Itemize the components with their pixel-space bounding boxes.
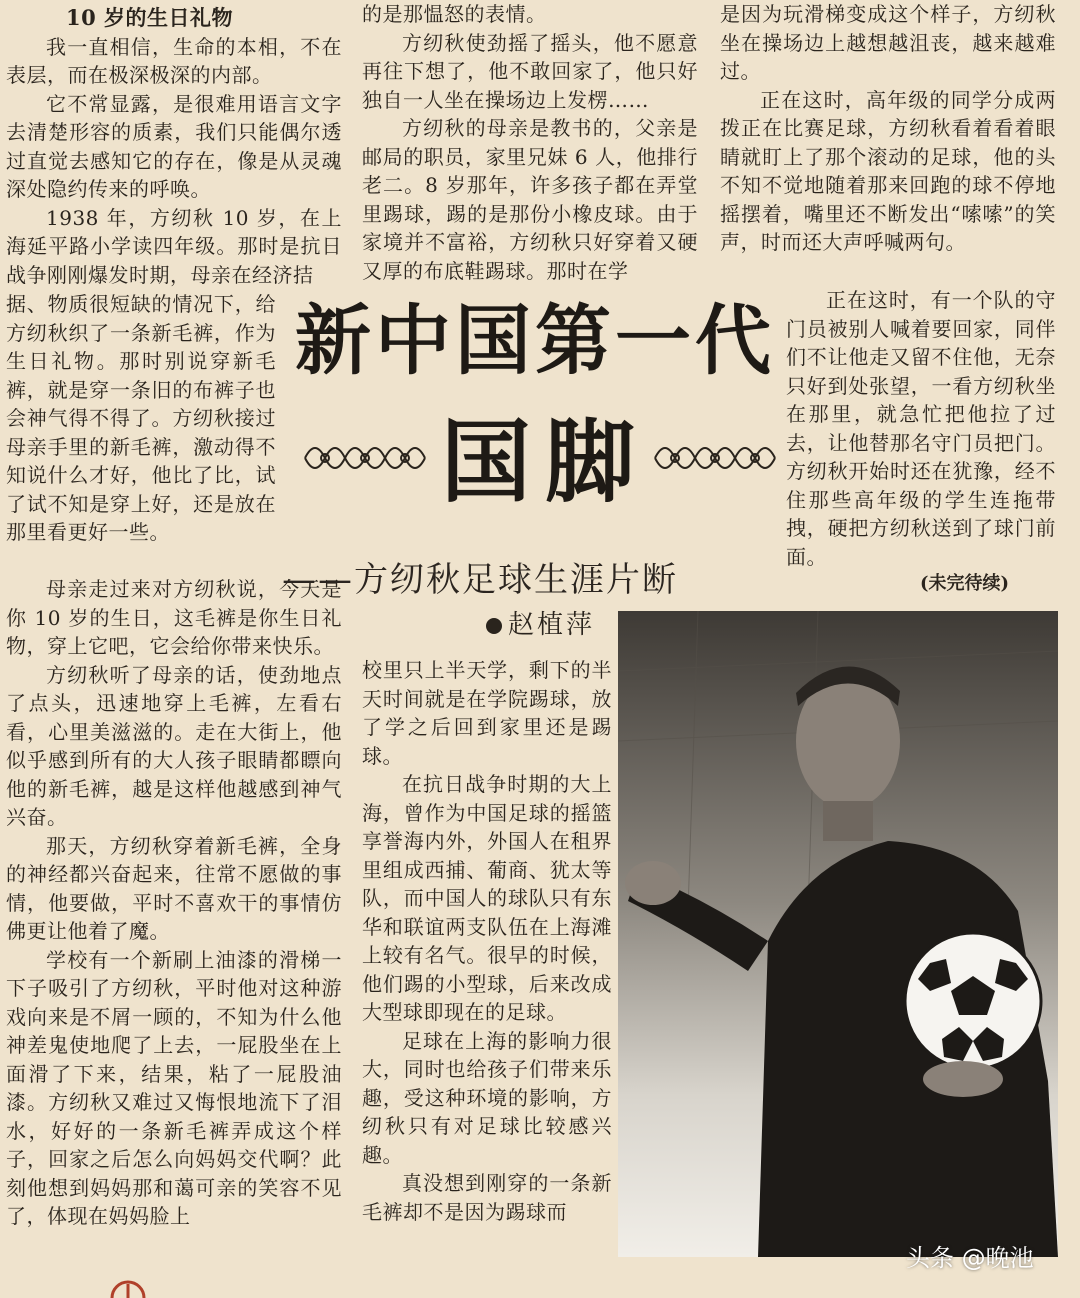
paragraph: 的是那愠怒的表情。 — [362, 2, 547, 26]
paragraph: 据、物质很短缺的情况下，给方纫秋织了一条新毛裤，作为生日礼物。那时别说穿新毛裤，就是穿一条旧的布裤子也会神气得不得了。方纫秋接过母亲手里的新毛裤，激动得不知说什么才好，他比了比，试了试不知是穿上好，还是放在那里看更好一些。 — [6, 292, 276, 544]
paragraph: 母亲走过来对方纫秋说，今天是你 10 岁的生日，这毛裤是你生日礼物，穿上它吧，它会给你带来快乐。 — [6, 577, 342, 658]
bullet-icon — [486, 618, 502, 634]
ornament-right-icon — [650, 428, 780, 488]
paragraph: 我一直相信，生命的本相，不在表层，而在极深极深的内部。 — [6, 34, 342, 87]
column-left-middle — [6, 290, 276, 547]
headline: 新中国第一代 — [295, 296, 775, 385]
ornament-left-icon — [300, 428, 430, 488]
masthead-logo-icon — [108, 1278, 148, 1298]
column-middle-bottom — [362, 656, 612, 1226]
author-byline — [486, 604, 595, 641]
paragraph: 它不常显露，是很难用语言文字去清楚形容的质素，我们只能偶尔透过直觉去感知它的存在，像是从灵魂深处隐约传来的呼唤。 — [6, 91, 342, 201]
paragraph: 正在这时，有一个队的守门员被别人喊着要回家，同伴们不让他走又留不住他，无奈只好到处张望，一看方纫秋坐在那里，就急忙把他拉了过去，让他替那名守门员把门。方纫秋开始时还在犹豫，经不住那些高年级的学生连拖带拽，硬把方纫秋送到了球门前面。 — [786, 288, 1056, 569]
paragraph: 方纫秋使劲摇了摇头，他不愿意再往下想了，他不敢回家了，他只好独自一人坐在操场边上发楞…… — [362, 30, 698, 112]
coach-photo — [618, 611, 1058, 1257]
paragraph: 方纫秋听了母亲的话，使劲地点了点头，迅速地穿上毛裤，左看右看，心里美滋滋的。走在大街上，他似乎感到所有的大人孩子眼睛都瞟向他的新毛裤，越是这样他越感到神气兴奋。 — [6, 662, 342, 829]
paragraph: 足球在上海的影响力很大，同时也给孩子们带来乐趣，受这种环境的影响，方纫秋只有对足球比较感兴趣。 — [362, 1028, 612, 1167]
paragraph: 在抗日战争时期的大上海，曾作为中国足球的摇篮享誉海内外，外国人在租界里组成西捕、葡商、犹太等队，而中国人的球队只有东华和联谊两支队伍在上海滩上较有名气。很早的时候，他们踢的小型球，后来改成大型球即现在的足球。 — [362, 772, 612, 1024]
paragraph: 真没想到刚穿的一条新毛裤却不是因为踢球而 — [362, 1171, 612, 1224]
paragraph: 方纫秋的母亲是教书的，父亲是邮局的职员，家里兄妹 6 人，他排行老二。8 岁那年，许多孩子都在弄堂里踢球，踢的是那份小橡皮球。由于家境并不富裕，方纫秋只好穿着又硬又厚的布底鞋踢球。那时在学 — [362, 116, 698, 283]
column-left-top — [6, 4, 342, 289]
column-right-middle — [786, 286, 1056, 571]
column-left-bottom — [6, 575, 342, 1231]
column-middle-top — [362, 0, 698, 285]
paragraph: 是因为玩滑梯变成这个样子，方纫秋坐在操场边上越想越沮丧，越来越难过。 — [720, 2, 1056, 83]
author-name: 赵植萍 — [508, 610, 596, 640]
paragraph: 1938 年，方纫秋 10 岁，在上海延平路小学读四年级。那时是抗日战争刚刚爆发时期，母亲在经济拮 — [6, 205, 342, 287]
continued-note: (未完待续) — [920, 573, 1010, 594]
paragraph: 正在这时，高年级的同学分成两拨正在比赛足球，方纫秋看着看着眼睛就盯上了那个滚动的足球，他的头不知不觉地随着那来回跑的球不停地摇摆着，嘴里还不断发出“嗦嗦”的笑声，时而还大声呼喊两句。 — [720, 87, 1056, 254]
column-right-top — [720, 0, 1056, 257]
paragraph: 学校有一个新刷上油漆的滑梯一下子吸引了方纫秋，平时他对这种游戏向来是不屑一顾的，不知为什么他神差鬼使地爬了上去，一屁股坐在上面滑了下来，结果，粘了一屁股油漆。方纫秋又难过又悔恨地流下了泪水，好好的一条新毛裤弄成这个样子，回家之后怎么向妈妈交代啊？此刻他想到妈妈那和蔼可亲的笑容不见了，体现在妈妈脸上 — [6, 947, 342, 1228]
paragraph: 那天，方纫秋穿着新毛裤，全身的神经都兴奋起来，往常不愿做的事情，他要做，平时不喜欢干的事情仿佛更让他着了魔。 — [6, 833, 342, 943]
headline-line-2: 国脚 — [441, 410, 649, 515]
watermark: 头条 @晚池 — [906, 1244, 1034, 1272]
subtitle: ——方纫秋足球生涯片断 — [282, 560, 678, 600]
section-heading: 10 岁的生日礼物 — [66, 5, 234, 30]
paragraph: 校里只上半天学，剩下的半天时间就是在学院踢球，放了学之后回到家里还是踢球。 — [362, 658, 612, 768]
